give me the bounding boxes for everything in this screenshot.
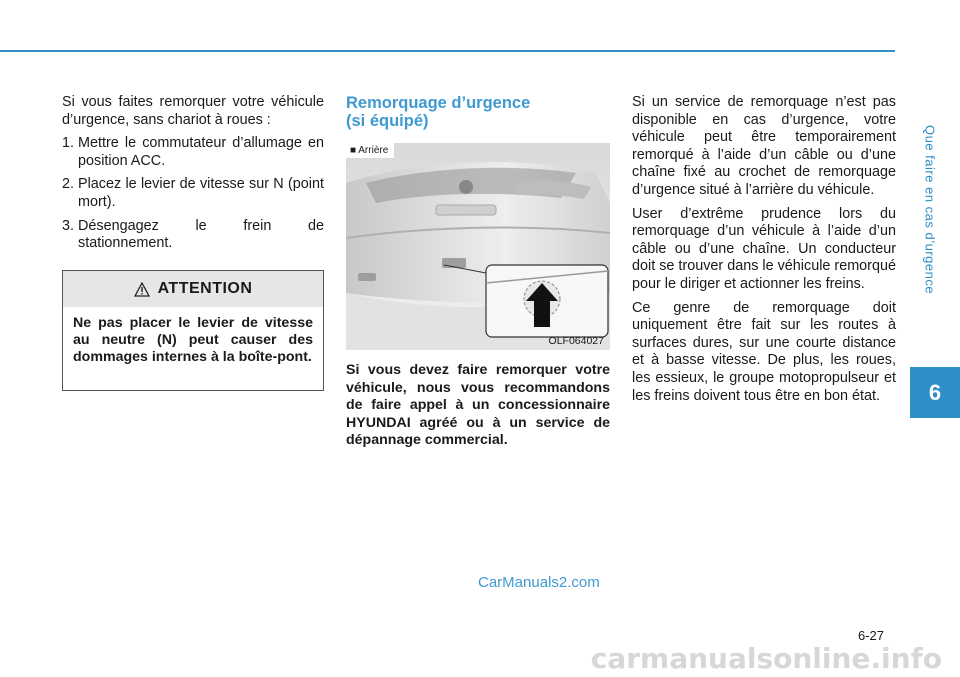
paragraph: Ce genre de remorquage doit uniquement être fait sur les routes à surfaces dures, sur une courte distance et à basse vitesse. De plus, les roues, les essieux, le groupe motopropulseur et les freins doivent tous être en bon état. — [632, 299, 896, 404]
figure-code: OLF064027 — [548, 335, 604, 347]
chapter-title: Que faire en cas d’urgence — [922, 125, 938, 295]
watermark-link[interactable]: CarManuals2.com — [478, 574, 600, 591]
chapter-side-tab — [900, 60, 960, 360]
paragraph: User d’extrême prudence lors du remorquage d’un véhicule à l’aide d’un câble ou d’une chaîne. Un conducteur doit se trouver dans le véhicule remorqué pour le diriger et actionner les freins. — [632, 205, 896, 292]
attention-title: ATTENTION — [157, 280, 253, 297]
figure-tag: ■ Arrière — [346, 143, 394, 158]
attention-header — [63, 271, 323, 307]
paragraph: Si un service de remorquage n’est pas disponible en cas d’urgence, votre véhicule peut être temporairement remorqué à l’aide d’un câble ou d’une chaîne fixé au crochet de remorquage d’urgence situé à l’arrière du véhicule. — [632, 94, 896, 198]
column-2-heading — [346, 94, 610, 130]
footer-watermark — [0, 640, 960, 677]
list-item: 2. Placez le levier de vitesse sur N (point mort). — [62, 176, 324, 210]
chapter-number-badge: 6 — [910, 367, 960, 418]
footer-watermark-text: carmanualsonline.info — [590, 642, 942, 675]
warning-triangle-icon — [134, 282, 150, 297]
attention-box — [62, 270, 324, 391]
top-rule — [0, 50, 895, 52]
intro-text: Si vous faites remorquer votre véhicule d’urgence, sans chariot à roues : — [62, 94, 324, 128]
steps-list — [62, 135, 324, 253]
list-item: 3. Désengagez le frein de stationnement. — [62, 217, 324, 252]
towing-recommendation: Si vous devez faire remorquer votre véhicule, nous vous recommandons de faire appel à un concessionnaire HYUNDAI agréé ou à un service de dépannage commercial. — [346, 362, 610, 448]
attention-text: Ne pas placer le levier de vitesse au neutre (N) peut causer des dommages internes à la boîte-pont. — [73, 315, 313, 365]
page-number: 6-27 — [858, 628, 885, 643]
tow-hook-illustration — [346, 143, 610, 350]
car-rear-image — [346, 143, 610, 350]
column-3 — [632, 94, 896, 411]
column-1 — [62, 94, 324, 259]
section-heading: Remorquage d’urgence (si équipé) — [346, 94, 531, 130]
list-item: 1. Mettre le commutateur d’allumage en position ACC. — [62, 135, 324, 169]
